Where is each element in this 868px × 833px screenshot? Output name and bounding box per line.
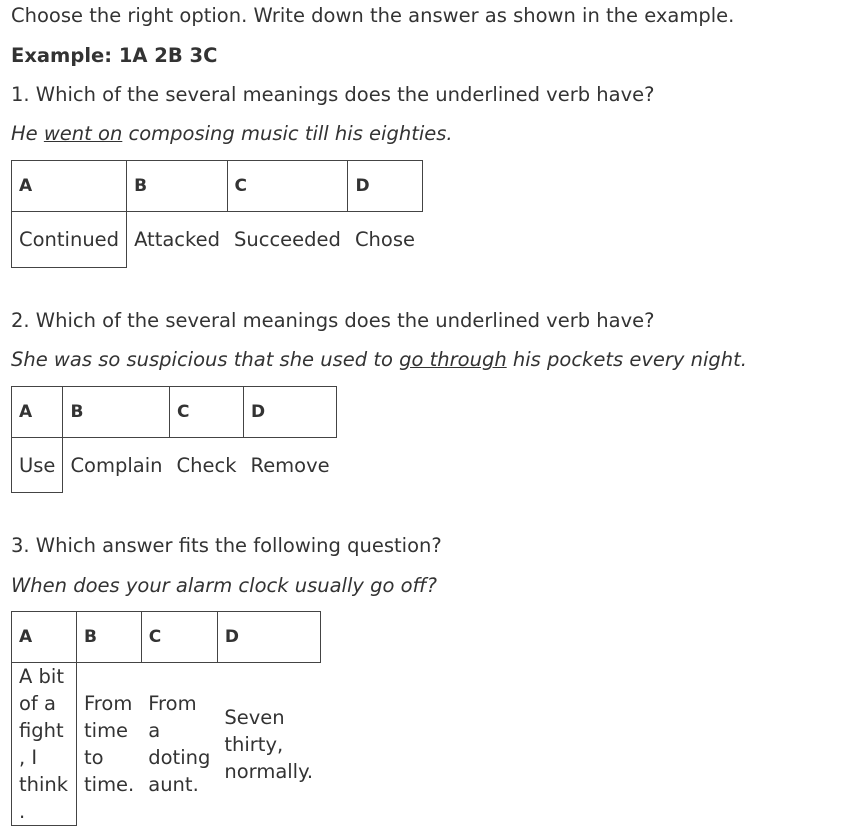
question-3-options-table — [11, 611, 321, 826]
option-d: Seven thirty, normally. — [224, 705, 314, 783]
question-2-sentence: She was so suspicious that she used to go through his pockets every night. — [11, 348, 747, 371]
option-c: From a doting aunt. — [148, 692, 211, 797]
option-d: Remove — [250, 453, 330, 477]
header-b: B — [63, 387, 170, 438]
question-3-prompt: 3. Which answer fits the following question? — [11, 534, 442, 557]
option-c: Check — [176, 453, 237, 477]
header-c: C — [170, 387, 244, 438]
option-d: Chose — [354, 228, 415, 252]
header-b: B — [127, 161, 227, 212]
question-1-sentence: He went on composing music till his eighties. — [11, 122, 453, 145]
question-1-options-table — [11, 160, 423, 268]
question-3-sentence: When does your alarm clock usually go off? — [11, 574, 437, 597]
option-b: From time to time. — [84, 692, 135, 797]
example: Example: 1A 2B 3C — [11, 44, 218, 67]
option-a: Use — [12, 438, 63, 493]
header-c: C — [141, 612, 217, 663]
instructions: Choose the right option. Write down the answer as shown in the example. — [11, 4, 735, 27]
question-2-prompt: 2. Which of the several meanings does the underlined verb have? — [11, 309, 655, 332]
option-c: Succeeded — [234, 228, 341, 252]
header-d: D — [217, 612, 320, 663]
option-b: Complain — [70, 453, 163, 477]
header-b: B — [77, 612, 142, 663]
header-a: A — [12, 612, 77, 663]
header-c: C — [227, 161, 348, 212]
question-2-options-table — [11, 386, 337, 493]
header-a: A — [12, 387, 63, 438]
underlined-verb: went on — [43, 122, 123, 145]
underlined-verb: go through — [399, 348, 507, 371]
header-d: D — [244, 387, 337, 438]
option-b: Attacked — [134, 228, 220, 252]
option-a: A bit of a fight, I think. — [12, 663, 77, 826]
header-a: A — [12, 161, 127, 212]
question-1-prompt: 1. Which of the several meanings does the underlined verb have? — [11, 83, 655, 106]
header-d: D — [348, 161, 422, 212]
option-a: Continued — [12, 212, 127, 268]
